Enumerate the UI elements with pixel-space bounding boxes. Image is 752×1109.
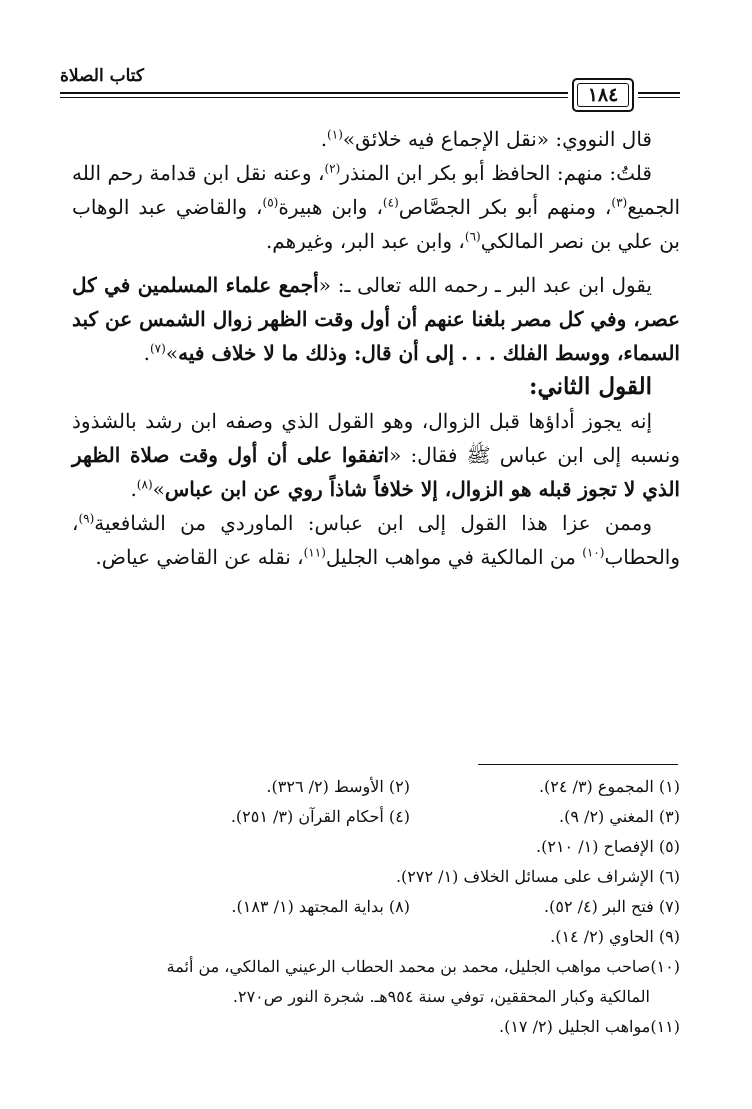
footnote-row [72,862,680,892]
paragraph-text: ، نقله عن القاضي عياض. [95,545,304,569]
footnote-ref[interactable]: (١) [327,127,343,142]
quote-text: اتفقوا على أن أول وقت صلاة الظهر الذي لا تجوز قبله هو الزوال، إلا خلافاً شاذاً روي عن ابن عباس [72,443,680,501]
main-text [72,122,680,574]
paragraph-text: يقول ابن عبد البر ـ رحمه الله تعالى ـ: « [318,273,652,297]
paragraph-text: ، وعنه نقل ابن قدامة رحم الله الجميع [72,161,681,219]
paragraph-text: إنه يجوز أداؤها قبل الزوال، وهو القول الذي وصفه ابن رشد بالشذوذ ونسبه إلى ابن عباس ﷺ فقال: « [72,409,680,467]
footnote-ref[interactable]: (٥) [262,195,279,210]
footnote-ref[interactable]: (٤) [382,195,399,210]
quote-text: أجمع علماء المسلمين في كل عصر، وفي كل مصر بلغنا عنهم أن أول وقت الظهر زوال الشمس عن كبد السماء، ووسط الفلك . . . إلى أن قال: وذلك ما لا خلاف فيه [72,273,680,365]
page-header [0,58,752,128]
footnote-3: (٣) المغني (٢/ ٩). [559,807,680,826]
footnote-9: (٩) الحاوي (٢/ ١٤). [550,927,680,946]
paragraph-ibn-abd-albarr [72,268,680,370]
footnote-ref[interactable]: (١٠) [582,545,605,560]
punctuation: » [152,477,165,501]
section-heading: القول الثاني: [528,373,652,400]
footnote-ref[interactable]: (٨) [136,477,153,492]
paragraph-text: من المالكية في مواهب الجليل [325,545,583,569]
paragraph-text: وممن عزا هذا القول إلى ابن عباس: الماوردي من الشافعية [94,511,652,535]
footnote-11: (١١)مواهب الجليل (٢/ ١٧). [498,1017,680,1036]
footnote-ref[interactable]: (٦) [464,229,481,244]
footnote-ref[interactable]: (٩) [78,511,95,526]
running-title: كتاب الصلاة [60,66,145,86]
footnote-10-line1: (١٠)صاحب مواهب الجليل، محمد بن محمد الحطاب الرعيني المالكي، من أئمة [166,957,680,976]
footnote-ref[interactable]: (٢) [324,161,341,176]
paragraph-second-opinion [72,404,680,506]
punctuation: . [320,127,328,151]
footnote-5: (٥) الإفصاح (١/ ٢١٠). [536,837,680,856]
footnote-ref[interactable]: (٧) [149,341,166,356]
header-rule-right-lower [638,97,680,98]
paragraph-text: ، ومنهم أبو بكر الجصَّاص [398,195,612,219]
footnote-6: (٦) الإشراف على مسائل الخلاف (١/ ٢٧٢). [395,867,680,886]
footnote-7: (٧) فتح البر (٤/ ٥٢). [544,897,680,916]
paragraph-text: ، والحطاب [72,511,680,569]
header-rule-left-lower [60,97,568,98]
footnote-1: (١) المجموع (٣/ ٢٤). [538,777,680,796]
punctuation: » [165,341,179,365]
paragraph-attribution [72,506,680,574]
footnote-10 [72,952,680,1012]
footnote-ref[interactable]: (٣) [611,195,628,210]
paragraph-text: قال النووي: «نقل الإجماع فيه خلائق» [342,127,652,151]
footnote-row [72,772,680,802]
footnote-row [72,802,680,832]
paragraph-text: ، والقاضي عبد الوهاب بن علي بن نصر المالكي [72,195,680,253]
punctuation: . [143,341,150,365]
footnote-row [72,832,680,862]
footnote-8: (٨) بداية المجتهد (١/ ١٨٣). [231,897,410,916]
punctuation: . [130,477,137,501]
footnote-10-line2: المالكية وكبار المحققين، توفي سنة ٩٥٤هـ. شجرة النور ص٢٧٠. [232,987,650,1006]
paragraph-nawawi [72,122,680,156]
header-rule-right [638,92,680,94]
paragraph-text: ، وابن عبد البر، وغيرهم. [265,229,465,253]
paragraph-scholars [72,156,680,258]
footnote-row [72,922,680,952]
footnote-4: (٤) أحكام القرآن (٣/ ٢٥١). [230,807,410,826]
paragraph-text: قلتُ: منهم: الحافظ أبو بكر ابن المنذر [340,161,652,185]
footnote-separator [478,764,678,765]
footnotes [72,772,680,1042]
paragraph-text: ، وابن هبيرة [278,195,383,219]
page-number-box [572,78,634,112]
header-rule-left [60,92,568,94]
footnote-ref[interactable]: (١١) [303,545,326,560]
footnote-2: (٢) الأوسط (٢/ ٣٢٦). [266,777,410,796]
page-number: ١٨٤ [587,84,619,106]
footnote-row [72,892,680,922]
